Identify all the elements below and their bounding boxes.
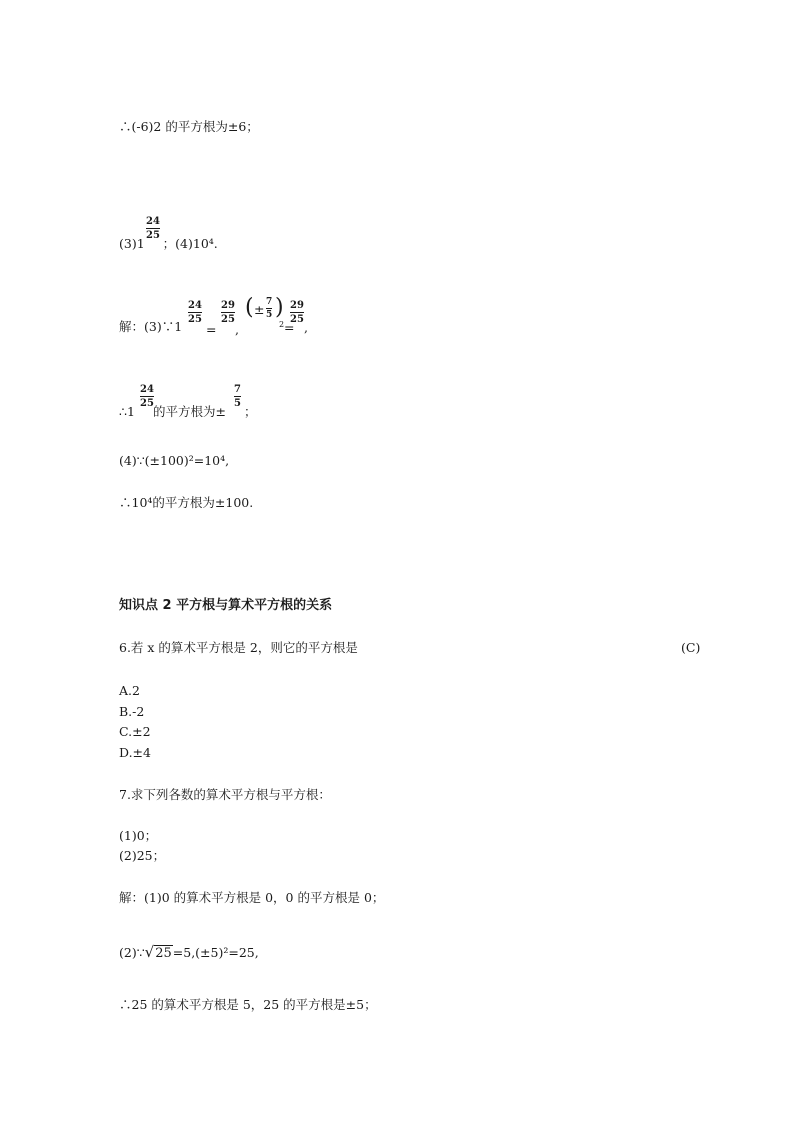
solution-4: (4)∵(±100)²=10⁴,: [119, 453, 230, 468]
fraction-bar: [140, 396, 154, 397]
problem-3-prefix: (3)1: [119, 236, 145, 251]
option-c: C.±2: [119, 724, 151, 739]
question-6-stem: 6.若 x 的算术平方根是 2，则它的平方根是: [119, 640, 358, 655]
denominator: 25: [140, 398, 154, 409]
text-line: ∴(-6)2 的平方根为±6；: [119, 119, 259, 134]
comma: ,: [304, 320, 308, 335]
fraction-bar: [221, 312, 235, 313]
denominator: 5: [234, 398, 241, 409]
fraction-bar: [266, 308, 272, 309]
conclusion-3-prefix: ∴1: [119, 404, 135, 419]
fraction-24-25: [188, 300, 202, 325]
problem-4-text: ；(4)10⁴.: [162, 236, 218, 251]
numerator: 7: [266, 297, 273, 307]
superscript-2: 2: [279, 320, 285, 329]
option-d: D.±4: [119, 745, 151, 760]
question-6-answer: (C): [681, 640, 701, 655]
comma: ,: [235, 322, 239, 337]
question-7-stem: 7.求下列各数的算术平方根与平方根：: [119, 787, 331, 802]
numerator: 7: [234, 384, 241, 395]
fraction-29-25: [290, 300, 304, 325]
question-7-solution-1: 解：(1)0 的算术平方根是 0，0 的平方根是 0；: [119, 890, 385, 905]
numerator: 24: [140, 384, 154, 395]
conclusion-4: ∴10⁴的平方根为±100.: [119, 495, 254, 510]
question-7-item-2: (2)25；: [119, 848, 166, 863]
fraction-24-25: [140, 384, 154, 409]
radical-sign: √: [144, 943, 155, 961]
paren-open: (: [245, 295, 254, 320]
question-7-conclusion-2: ∴25 的算术平方根是 5，25 的平方根是±5；: [119, 997, 377, 1012]
fraction-7-5: [266, 297, 272, 320]
solution-3-prefix: 解：(3)∵1: [119, 319, 183, 334]
numerator: 29: [221, 300, 235, 311]
plus-minus: ±: [254, 302, 265, 317]
numerator: 24: [146, 216, 160, 227]
question-7-solution-2: [119, 944, 259, 962]
denominator: 25: [146, 230, 160, 241]
fraction-bar: [234, 396, 241, 397]
denominator: 25: [221, 314, 235, 325]
numerator: 24: [188, 300, 202, 311]
numerator: 29: [290, 300, 304, 311]
denominator: 25: [290, 314, 304, 325]
semicolon: ；: [244, 404, 257, 419]
paren-close: ): [275, 295, 284, 320]
fraction-24-25: [146, 216, 160, 241]
radicand: 25: [155, 946, 172, 961]
fraction-bar: [146, 228, 160, 229]
section-title: 知识点 2 平方根与算术平方根的关系: [119, 598, 333, 613]
equals-sign: =: [284, 320, 295, 335]
fraction-bar: [188, 312, 202, 313]
solution-2-text: =5,(±5)²=25,: [172, 945, 259, 960]
fraction-bar: [290, 312, 304, 313]
option-a: A.2: [119, 683, 140, 698]
conclusion-3-text: 的平方根为±: [153, 404, 226, 419]
denominator: 25: [188, 314, 202, 325]
solution-2-prefix: (2)∵: [119, 945, 145, 960]
denominator: 5: [266, 310, 273, 320]
problem-3-4: [119, 236, 218, 252]
fraction-29-25: [221, 300, 235, 325]
equals-sign: =: [206, 322, 217, 337]
fraction-7-5: [234, 384, 241, 409]
option-b: B.-2: [119, 704, 145, 719]
question-7-item-1: (1)0；: [119, 828, 158, 843]
